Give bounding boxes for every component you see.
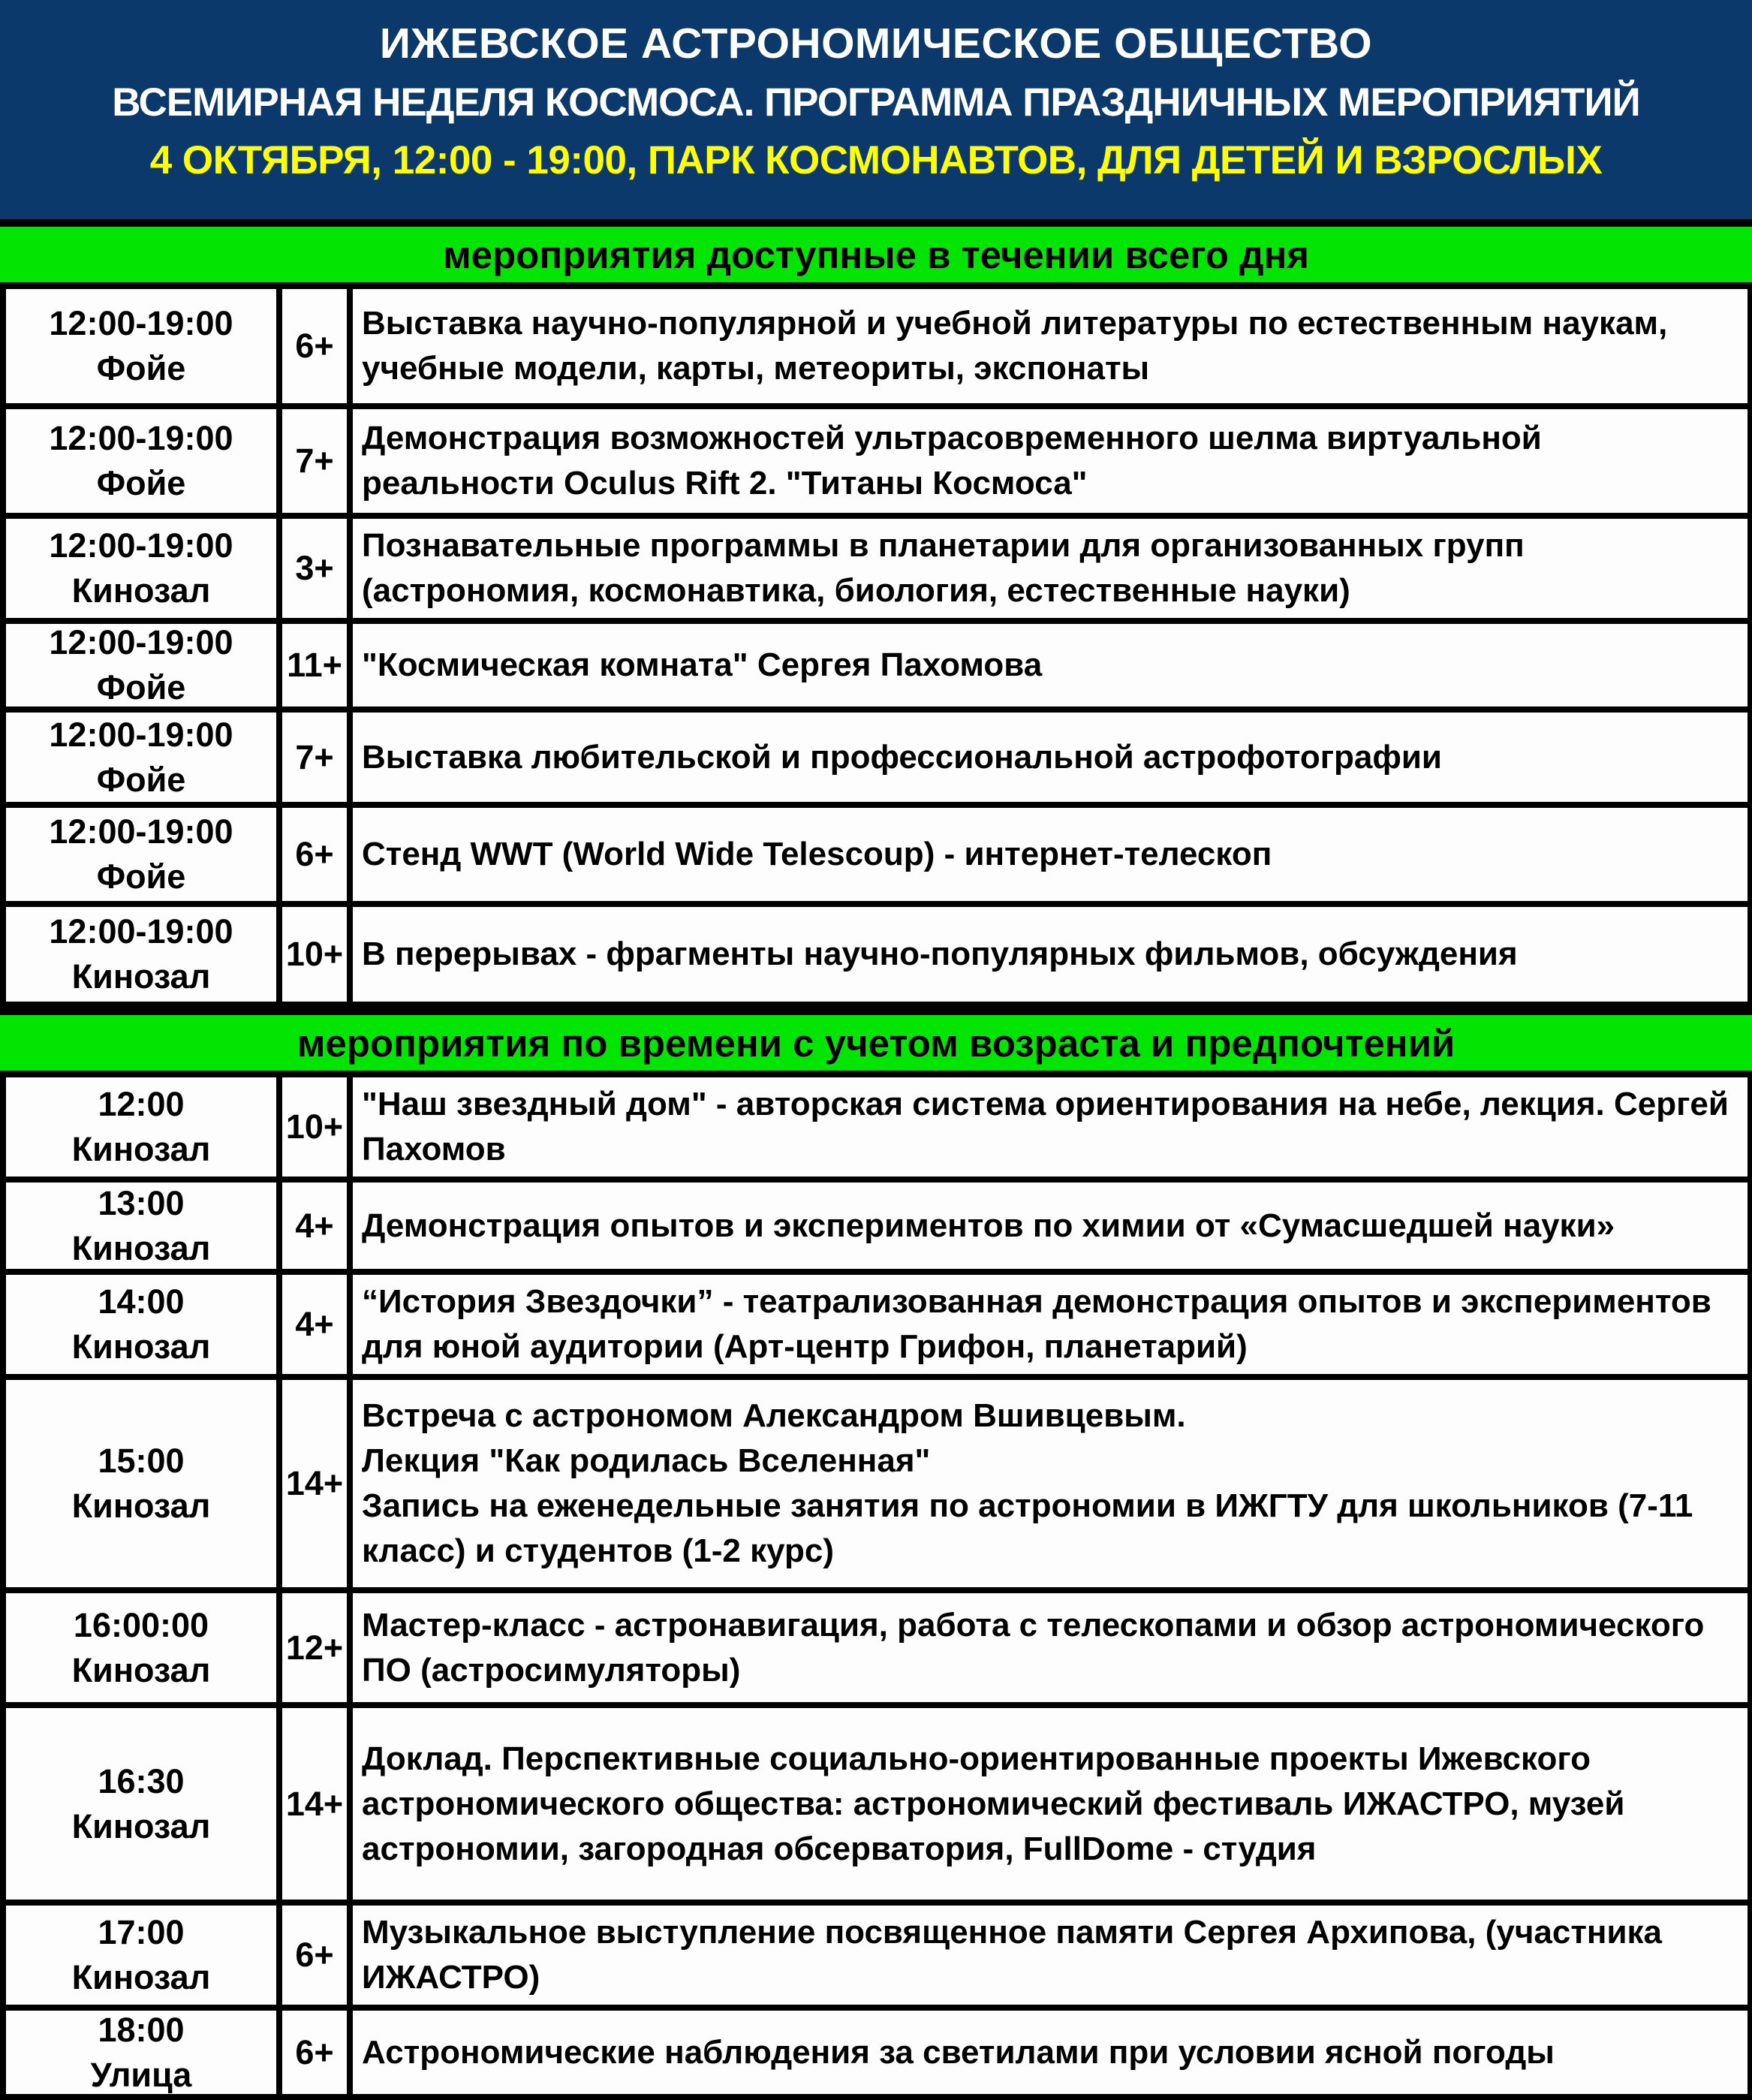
table-row xyxy=(0,1380,1752,1593)
table-row xyxy=(0,907,1752,1008)
table-row xyxy=(0,1593,1752,1708)
row-time-place-cell xyxy=(0,2011,276,2094)
table-row xyxy=(0,1708,1752,1906)
row-time-place-cell xyxy=(0,519,276,618)
row-place: Кинозал xyxy=(71,1806,211,1845)
row-time: 12:00-19:00 xyxy=(49,304,233,342)
description-text: “История Звездочки” - театрализованная демонстрация опытов и экспериментов для юной аудитории (Арт-центр Грифон, планетарий) xyxy=(362,1283,1711,1365)
description-text: Астрономические наблюдения за светилами при условии ясной погоды xyxy=(362,2033,1555,2071)
table-row xyxy=(0,409,1752,519)
row-description xyxy=(353,1380,1752,1587)
row-time: 12:00-19:00 xyxy=(49,526,233,565)
row-time: 16:00:00 xyxy=(73,1605,209,1644)
row-time-place-cell xyxy=(0,1275,276,1374)
row-place: Фойе xyxy=(96,349,186,387)
description-text: "Наш звездный дом" - авторская система ориентирования на небе, лекция. Сергей Пахомов xyxy=(362,1086,1729,1168)
row-time: 12:00 xyxy=(98,1085,185,1123)
description-line: Лекция "Как родилась Вселенная" xyxy=(362,1442,931,1479)
row-time-place-cell xyxy=(0,624,276,707)
event-datetime-location: 4 ОКТЯБРЯ, 12:00 - 19:00, ПАРК КОСМОНАВТОВ, ДЛЯ ДЕТЕЙ И ВЗРОСЛЫХ xyxy=(149,138,1603,182)
table-row xyxy=(0,713,1752,808)
row-description xyxy=(353,1183,1752,1269)
description-text: В перерывах - фрагменты научно-популярных фильмов, обсуждения xyxy=(362,936,1518,972)
row-age-badge: 6+ xyxy=(276,1906,353,2005)
row-description xyxy=(353,2011,1752,2094)
row-time-place-cell xyxy=(0,1906,276,2005)
row-place: Кинозал xyxy=(71,957,211,996)
row-age-badge: 3+ xyxy=(276,519,353,618)
row-age-badge: 6+ xyxy=(276,808,353,901)
description-line: Запись на еженедельные занятия по астрономии в ИЖГТУ для школьников (7-11 класс) и студентов (1-2 курс) xyxy=(362,1487,1693,1569)
row-time: 12:00-19:00 xyxy=(49,715,233,754)
poster-header xyxy=(0,0,1752,219)
row-place: Кинозал xyxy=(71,1327,211,1366)
schedule-table xyxy=(0,219,1752,2100)
description-text: Доклад. Перспективные социально-ориентированные проекты Ижевского астрономического общества: астрономический фестиваль ИЖАСТРО, музей астрономии, загородная обсерватория, FullDome - студия xyxy=(362,1740,1625,1867)
table-row xyxy=(0,1906,1752,2011)
row-age-badge: 12+ xyxy=(276,1593,353,1702)
row-age-badge: 14+ xyxy=(276,1380,353,1587)
description-text: Выставка любительской и профессиональной астрофотографии xyxy=(362,738,1442,776)
table-row xyxy=(0,1275,1752,1380)
description-text: "Космическая комната" Сергея Пахомова xyxy=(362,646,1043,683)
row-time: 12:00-19:00 xyxy=(49,419,233,457)
row-place: Улица xyxy=(90,2055,192,2094)
section-header: мероприятия по времени с учетом возраста и предпочтений xyxy=(0,1008,1752,1077)
row-place: Фойе xyxy=(96,760,186,799)
row-description xyxy=(353,1708,1752,1900)
row-time: 14:00 xyxy=(98,1282,185,1321)
row-age-badge: 10+ xyxy=(276,907,353,1002)
row-time-place-cell xyxy=(0,409,276,513)
row-description xyxy=(353,1906,1752,2005)
row-time: 13:00 xyxy=(98,1183,185,1222)
row-place: Кинозал xyxy=(71,1958,211,1996)
row-age-badge: 6+ xyxy=(276,2011,353,2094)
row-place: Кинозал xyxy=(71,1130,211,1168)
description-text: Стенд WWT (World Wide Telescoup) - интернет-телескоп xyxy=(362,836,1272,872)
row-place: Кинозал xyxy=(71,571,211,610)
row-age-badge: 14+ xyxy=(276,1708,353,1900)
row-description xyxy=(353,519,1752,618)
row-place: Кинозал xyxy=(71,1487,211,1525)
row-age-badge: 6+ xyxy=(276,289,353,403)
row-description xyxy=(353,409,1752,513)
organization-title: ИЖЕВСКОЕ АСТРОНОМИЧЕСКОЕ ОБЩЕСТВО xyxy=(379,20,1373,68)
row-description xyxy=(353,808,1752,901)
row-time-place-cell xyxy=(0,1077,276,1177)
row-place: Кинозал xyxy=(71,1228,211,1267)
row-age-badge: 4+ xyxy=(276,1275,353,1374)
table-row xyxy=(0,519,1752,624)
row-age-badge: 7+ xyxy=(276,713,353,802)
table-row xyxy=(0,1183,1752,1275)
row-time-place-cell xyxy=(0,808,276,901)
row-time-place-cell xyxy=(0,1183,276,1269)
row-time-place-cell xyxy=(0,1593,276,1702)
row-time-place-cell xyxy=(0,907,276,1002)
table-row xyxy=(0,808,1752,907)
row-time: 15:00 xyxy=(98,1442,185,1480)
row-place: Фойе xyxy=(96,464,186,502)
row-time: 12:00-19:00 xyxy=(49,812,233,851)
description-text: Выставка научно-популярной и учебной литературы по естественным наукам, учебные модели, карты, метеориты, экспонаты xyxy=(362,305,1668,387)
description-line: Встреча с астрономом Александром Вшивцевым. xyxy=(362,1397,1186,1434)
row-description xyxy=(353,713,1752,802)
description-text: Познавательные программы в планетарии для организованных групп (астрономия, космонавтика, биология, естественные науки) xyxy=(362,527,1525,609)
row-time-place-cell xyxy=(0,289,276,403)
row-age-badge: 10+ xyxy=(276,1077,353,1177)
row-time: 12:00-19:00 xyxy=(49,912,233,951)
row-age-badge: 11+ xyxy=(276,624,353,707)
row-description xyxy=(353,1275,1752,1374)
table-row xyxy=(0,289,1752,409)
description-text: Демонстрация опытов и экспериментов по химии от «Сумасшедшей науки» xyxy=(362,1207,1615,1244)
row-place: Фойе xyxy=(96,857,186,896)
row-time: 12:00-19:00 xyxy=(49,623,233,661)
row-place: Кинозал xyxy=(71,1650,211,1689)
row-time: 17:00 xyxy=(98,1913,185,1951)
row-description xyxy=(353,289,1752,403)
row-time: 16:30 xyxy=(98,1761,185,1800)
row-time-place-cell xyxy=(0,713,276,802)
row-description xyxy=(353,624,1752,707)
row-description xyxy=(353,907,1752,1002)
section-header: мероприятия доступные в течении всего дня xyxy=(0,219,1752,289)
row-description xyxy=(353,1593,1752,1702)
table-row xyxy=(0,624,1752,713)
table-row xyxy=(0,2011,1752,2100)
row-age-badge: 4+ xyxy=(276,1183,353,1269)
row-time-place-cell xyxy=(0,1380,276,1587)
row-description xyxy=(353,1077,1752,1177)
description-text: Музыкальное выступление посвященное памяти Сергея Архипова, (участника ИЖАСТРО) xyxy=(362,1914,1663,1996)
row-age-badge: 7+ xyxy=(276,409,353,513)
row-time: 18:00 xyxy=(98,2010,185,2049)
row-place: Фойе xyxy=(96,668,186,707)
table-row xyxy=(0,1077,1752,1183)
row-time-place-cell xyxy=(0,1708,276,1900)
description-text: Мастер-класс - астронавигация, работа с телескопами и обзор астрономического ПО (астросимуляторы) xyxy=(362,1606,1705,1689)
description-text: Демонстрация возможностей ультрасовременного шелма виртуальной реальности Oculus Rift 2. "Титаны Космоса" xyxy=(362,420,1542,502)
program-subtitle: ВСЕМИРНАЯ НЕДЕЛЯ КОСМОСА. ПРОГРАММА ПРАЗДНИЧНЫХ МЕРОПРИЯТИЙ xyxy=(112,80,1640,125)
